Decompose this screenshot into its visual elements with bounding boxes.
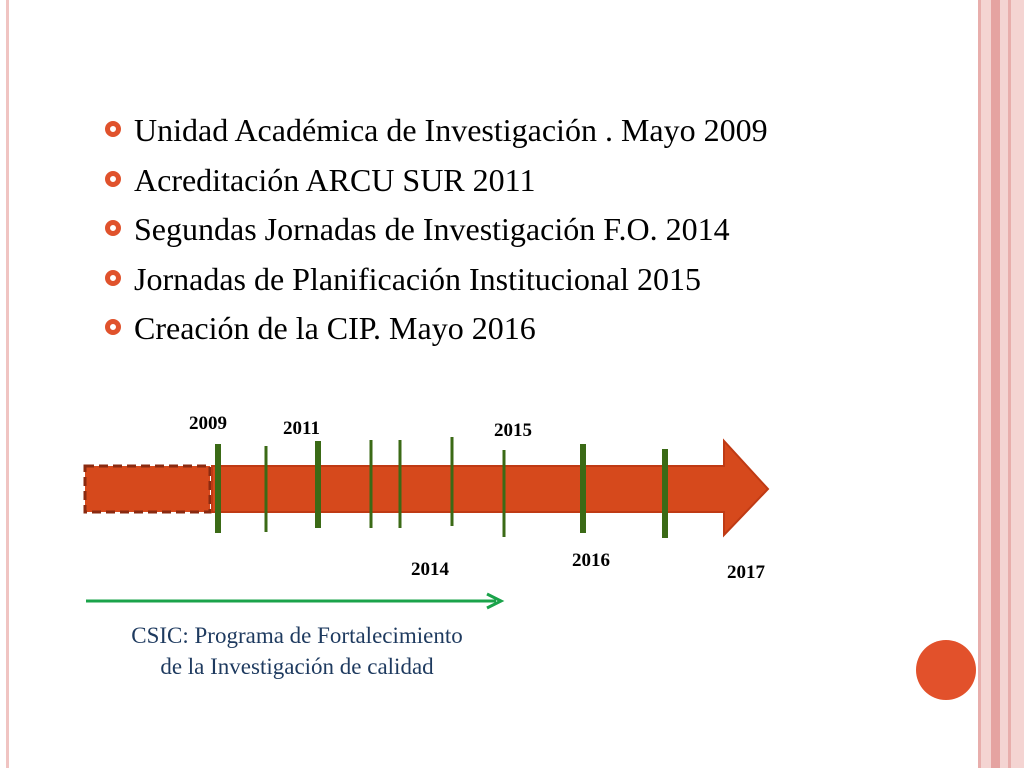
year-label-2016: 2016	[572, 550, 610, 571]
year-label-2015: 2015	[494, 420, 532, 441]
bullet-text: Creación de la CIP. Mayo 2016	[134, 310, 536, 346]
timeline-arrow	[212, 441, 768, 535]
timeline-dashed-extension	[85, 466, 210, 512]
year-label-2011: 2011	[283, 418, 320, 439]
csic-caption	[72, 620, 522, 682]
bullet-text: Segundas Jornadas de Investigación F.O. 2014	[134, 211, 730, 247]
csic-caption-line2: de la Investigación de calidad	[160, 654, 434, 679]
decorative-circle	[916, 640, 976, 700]
year-label-2014: 2014	[411, 559, 449, 580]
bullet-text: Unidad Académica de Investigación . Mayo 2009	[134, 112, 768, 148]
bullet-text: Jornadas de Planificación Institucional 2015	[134, 260, 701, 297]
year-label-2009: 2009	[189, 413, 227, 434]
csic-caption-line1: CSIC: Programa de Fortalecimiento	[131, 623, 463, 648]
bullet-text: Acreditación ARCU SUR 2011	[134, 161, 536, 198]
year-label-2017: 2017	[727, 562, 765, 583]
